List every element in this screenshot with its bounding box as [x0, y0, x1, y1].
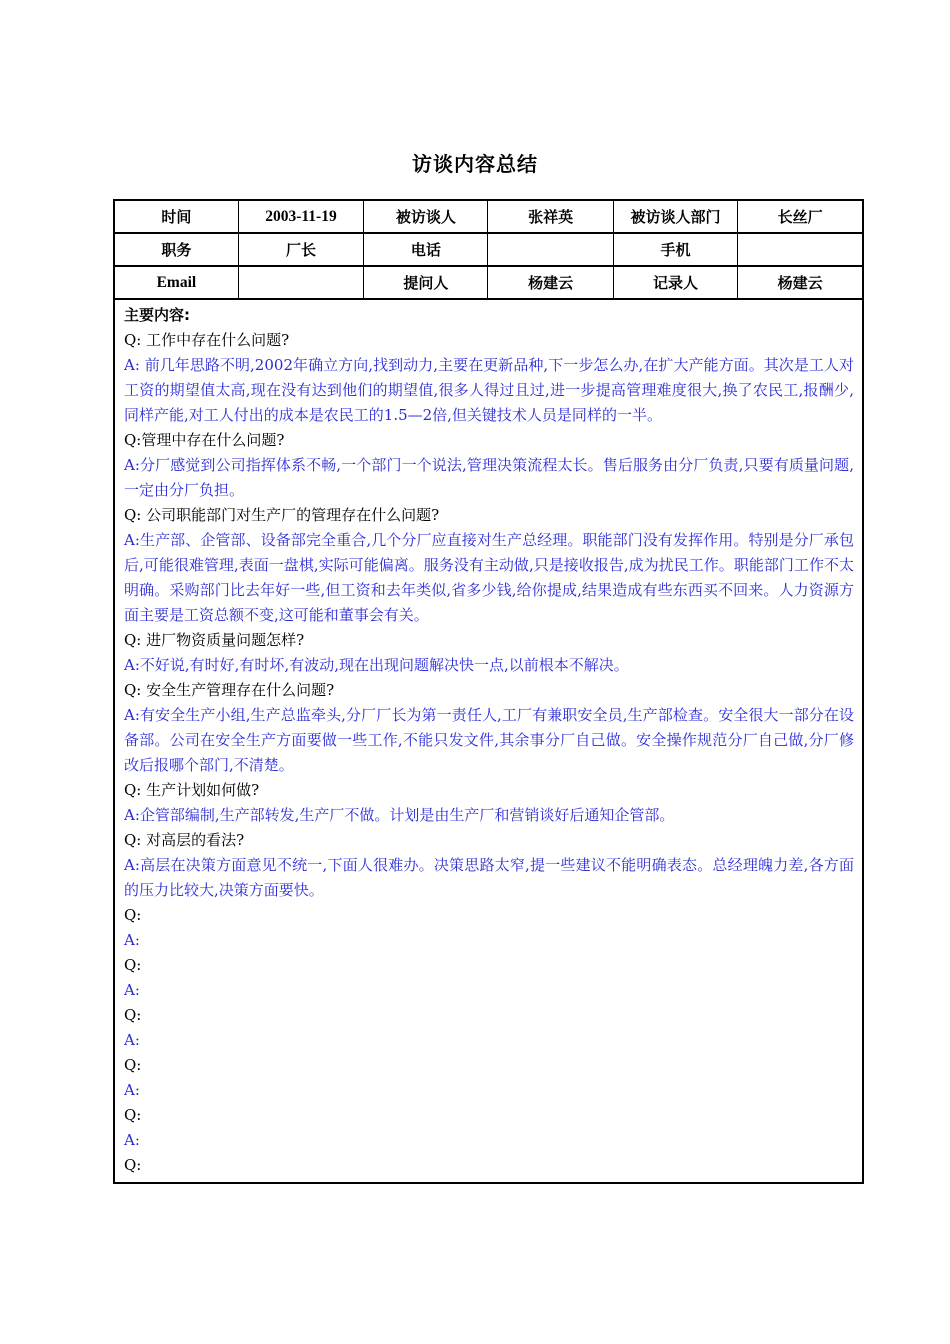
- question: Q:: [124, 1056, 142, 1074]
- time-value: 2003-11-19: [238, 200, 363, 233]
- answer: A:分厂感觉到公司指挥体系不畅,一个部门一个说法,管理决策流程太长。售后服务由分厂负责,只要有质量问题,一定由分厂负担。: [124, 456, 854, 499]
- questioner-label: 提问人: [364, 266, 488, 299]
- question: Q:: [124, 1156, 142, 1174]
- question: Q:: [124, 1006, 142, 1024]
- document-title: 访谈内容总结: [412, 152, 538, 176]
- answer: A:生产部、企管部、设备部完全重合,几个分厂应直接对生产总经理。职能部门没有发挥作用。特别是分厂承包后,可能很难管理,表面一盘棋,实际可能偏离。服务没有主动做,只是接收报告,成为扰民工作。职能部门工作不太明确。采购部门比去年好一些,但工资和去年类似,省多少钱,给你提成,结果造成有些东西买不回来。人力资源方面主要是工资总额不变,这可能和董事会有关。: [124, 531, 854, 624]
- content-cell: [114, 299, 863, 1183]
- question: Q: 生产计划如何做?: [124, 781, 260, 799]
- mobile-label: 手机: [613, 233, 737, 266]
- recorder-label: 记录人: [613, 266, 737, 299]
- question: Q:: [124, 956, 142, 974]
- answer: A:有安全生产小组,生产总监牵头,分厂厂长为第一责任人,工厂有兼职安全员,生产部检查。安全很大一部分在设备部。公司在安全生产方面要做一些工作,不能只发文件,其余事分厂自己做。安全操作规范分厂自己做,分厂修改后报哪个部门,不清楚。: [124, 706, 854, 774]
- header-row-3: [114, 266, 863, 299]
- question: Q:: [124, 906, 142, 924]
- content-row: [114, 299, 863, 1183]
- answer: A:高层在决策方面意见不统一,下面人很难办。决策思路太窄,提一些建议不能明确表态。总经理魄力差,各方面的压力比较大,决策方面要快。: [124, 856, 854, 899]
- phone-value: [488, 233, 613, 266]
- question: Q:管理中存在什么问题?: [124, 431, 285, 449]
- answer: A:: [124, 1081, 140, 1099]
- question: Q: 工作中存在什么问题?: [124, 331, 290, 349]
- email-label: Email: [114, 266, 238, 299]
- interviewee-dept-label: 被访谈人部门: [613, 200, 737, 233]
- questioner-value: 杨建云: [488, 266, 613, 299]
- question: Q: 对高层的看法?: [124, 831, 245, 849]
- position-value: 厂长: [238, 233, 363, 266]
- question: Q:: [124, 1106, 142, 1124]
- question: Q: 安全生产管理存在什么问题?: [124, 681, 335, 699]
- qa-list: [124, 328, 854, 1178]
- answer: A:: [124, 1031, 140, 1049]
- answer: A:不好说,有时好,有时坏,有波动,现在出现问题解决快一点,以前根本不解决。: [124, 656, 629, 674]
- recorder-value: 杨建云: [738, 266, 863, 299]
- answer: A:企管部编制,生产部转发,生产厂不做。计划是由生产厂和营销谈好后通知企管部。: [124, 806, 675, 824]
- time-label: 时间: [114, 200, 238, 233]
- interviewee-label: 被访谈人: [364, 200, 488, 233]
- interviewee-value: 张祥英: [488, 200, 613, 233]
- header-row-2: [114, 233, 863, 266]
- answer: A:: [124, 1131, 140, 1149]
- email-value: [238, 266, 363, 299]
- answer: A: 前几年思路不明,2002年确立方向,找到动力,主要在更新品种,下一步怎么办,在扩大产能方面。其次是工人对工资的期望值太高,现在没有达到他们的期望值,很多人得过且过,进一步提高管理难度很大,换了农民工,报酬少,同样产能,对工人付出的成本是农民工的1.5—2倍,但关键技术人员是同样的一半。: [124, 356, 854, 424]
- content-heading: 主要内容:: [124, 306, 190, 324]
- question: Q: 进厂物资质量问题怎样?: [124, 631, 305, 649]
- mobile-value: [738, 233, 863, 266]
- phone-label: 电话: [364, 233, 488, 266]
- question: Q: 公司职能部门对生产厂的管理存在什么问题?: [124, 506, 440, 524]
- position-label: 职务: [114, 233, 238, 266]
- interviewee-dept-value: 长丝厂: [738, 200, 863, 233]
- answer: A:: [124, 981, 140, 999]
- interview-table: [113, 199, 864, 1184]
- header-row-1: [114, 200, 863, 233]
- answer: A:: [124, 931, 140, 949]
